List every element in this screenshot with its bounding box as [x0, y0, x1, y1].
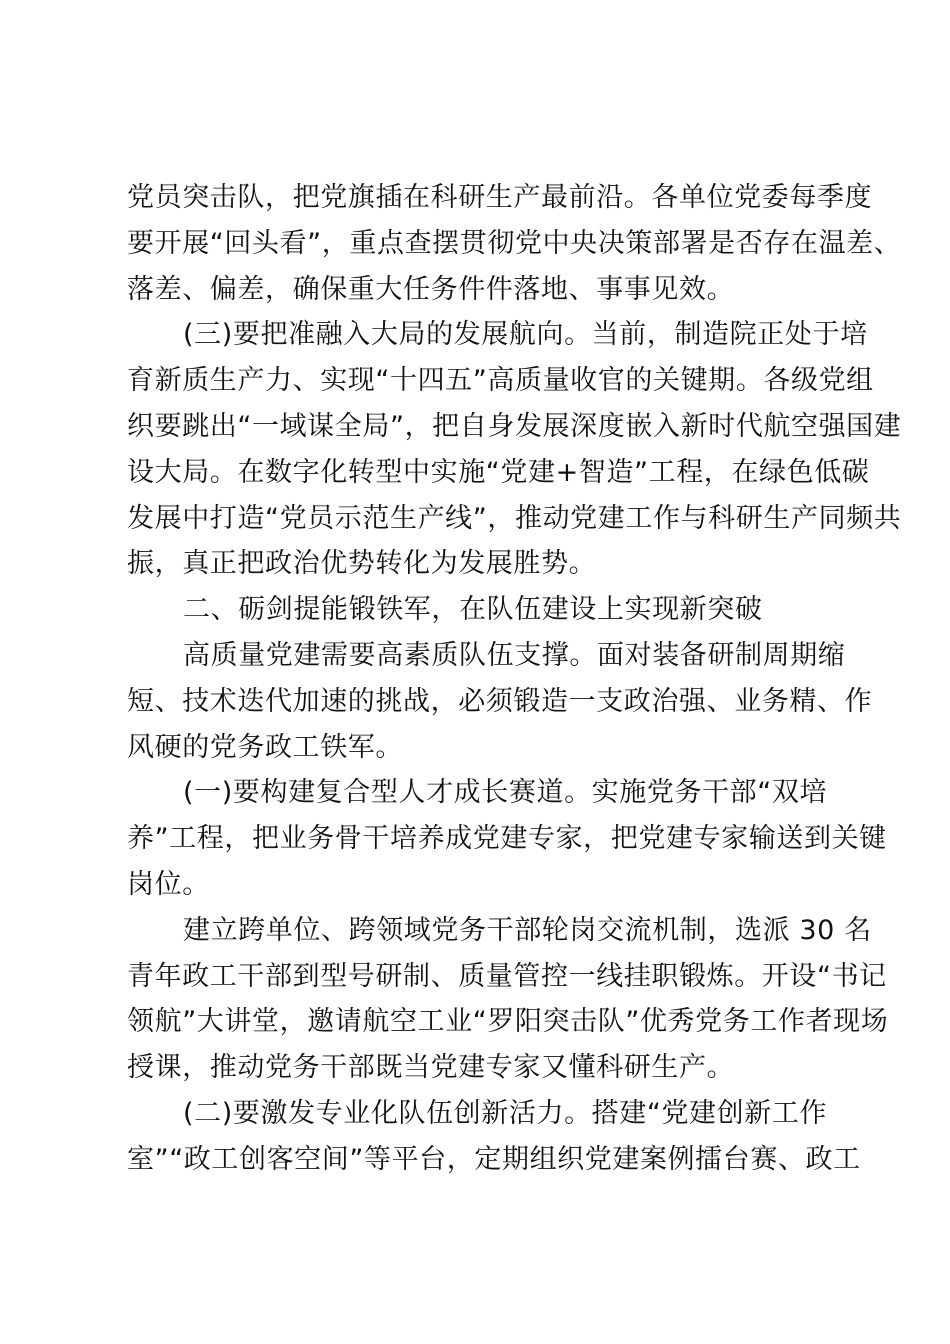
text-line: 岗位。: [127, 868, 210, 900]
text-line: 育新质生产力、实现“十四五”高质量收官的关键期。各级党组: [127, 365, 874, 397]
text-line: 养”工程，把业务骨干培养成党建专家，把党建专家输送到关键: [127, 823, 887, 855]
text-line: 短、技术迭代加速的挑战，必须锻造一支政治强、业务精、作: [127, 685, 873, 717]
text-line: 发展中打造“党员示范生产线”，推动党建工作与科研生产同频共: [127, 502, 902, 534]
text-line: 设大局。在数字化转型中实施“党建+智造”工程，在绿色低碳: [127, 456, 870, 488]
text-line: 领航”大讲堂，邀请航空工业“罗阳突击队”优秀党务工作者现场: [127, 1006, 889, 1038]
text-line: 党员突击队，把党旗插在科研生产最前沿。各单位党委每季度: [127, 182, 873, 213]
document-body: [127, 175, 902, 1183]
text-line: 风硬的党务政工铁军。: [127, 731, 403, 763]
text-line: 织要跳出“一域谋全局”，把自身发展深度嵌入新时代航空强国建: [127, 410, 902, 442]
paragraph-start: 建立跨单位、跨领域党务干部轮岗交流机制，选派 30 名: [183, 914, 872, 946]
text-line: 室”“政工创客空间”等平台，定期组织党建案例擂台赛、政工: [127, 1143, 861, 1175]
text-line: 落差、偏差，确保重大任务件件落地、事事见效。: [127, 273, 735, 305]
text-line: 授课，推动党务干部既当党建专家又懂科研生产。: [127, 1052, 735, 1084]
text-line: 要开展“回头看”，重点查摆贯彻党中央决策部署是否存在温差、: [127, 227, 902, 259]
subsection-heading-2: (二)要激发专业化队伍创新活力。搭建“党建创新工作: [183, 1097, 828, 1129]
paragraph-start: 高质量党建需要高素质队伍支撑。面对装备研制周期缩: [183, 639, 846, 671]
text-line: 振，真正把政治优势转化为发展胜势。: [127, 548, 597, 580]
subsection-heading-3: (三)要把准融入大局的发展航向。当前，制造院正处于培: [183, 319, 868, 351]
section-heading-2: 二、砺剑提能锻铁军，在队伍建设上实现新突破: [183, 594, 763, 626]
subsection-heading-1: (一)要构建复合型人才成长赛道。实施党务干部“双培: [183, 777, 828, 809]
text-line: 青年政工干部到型号研制、质量管控一线挂职锻炼。开设“书记: [127, 960, 887, 992]
